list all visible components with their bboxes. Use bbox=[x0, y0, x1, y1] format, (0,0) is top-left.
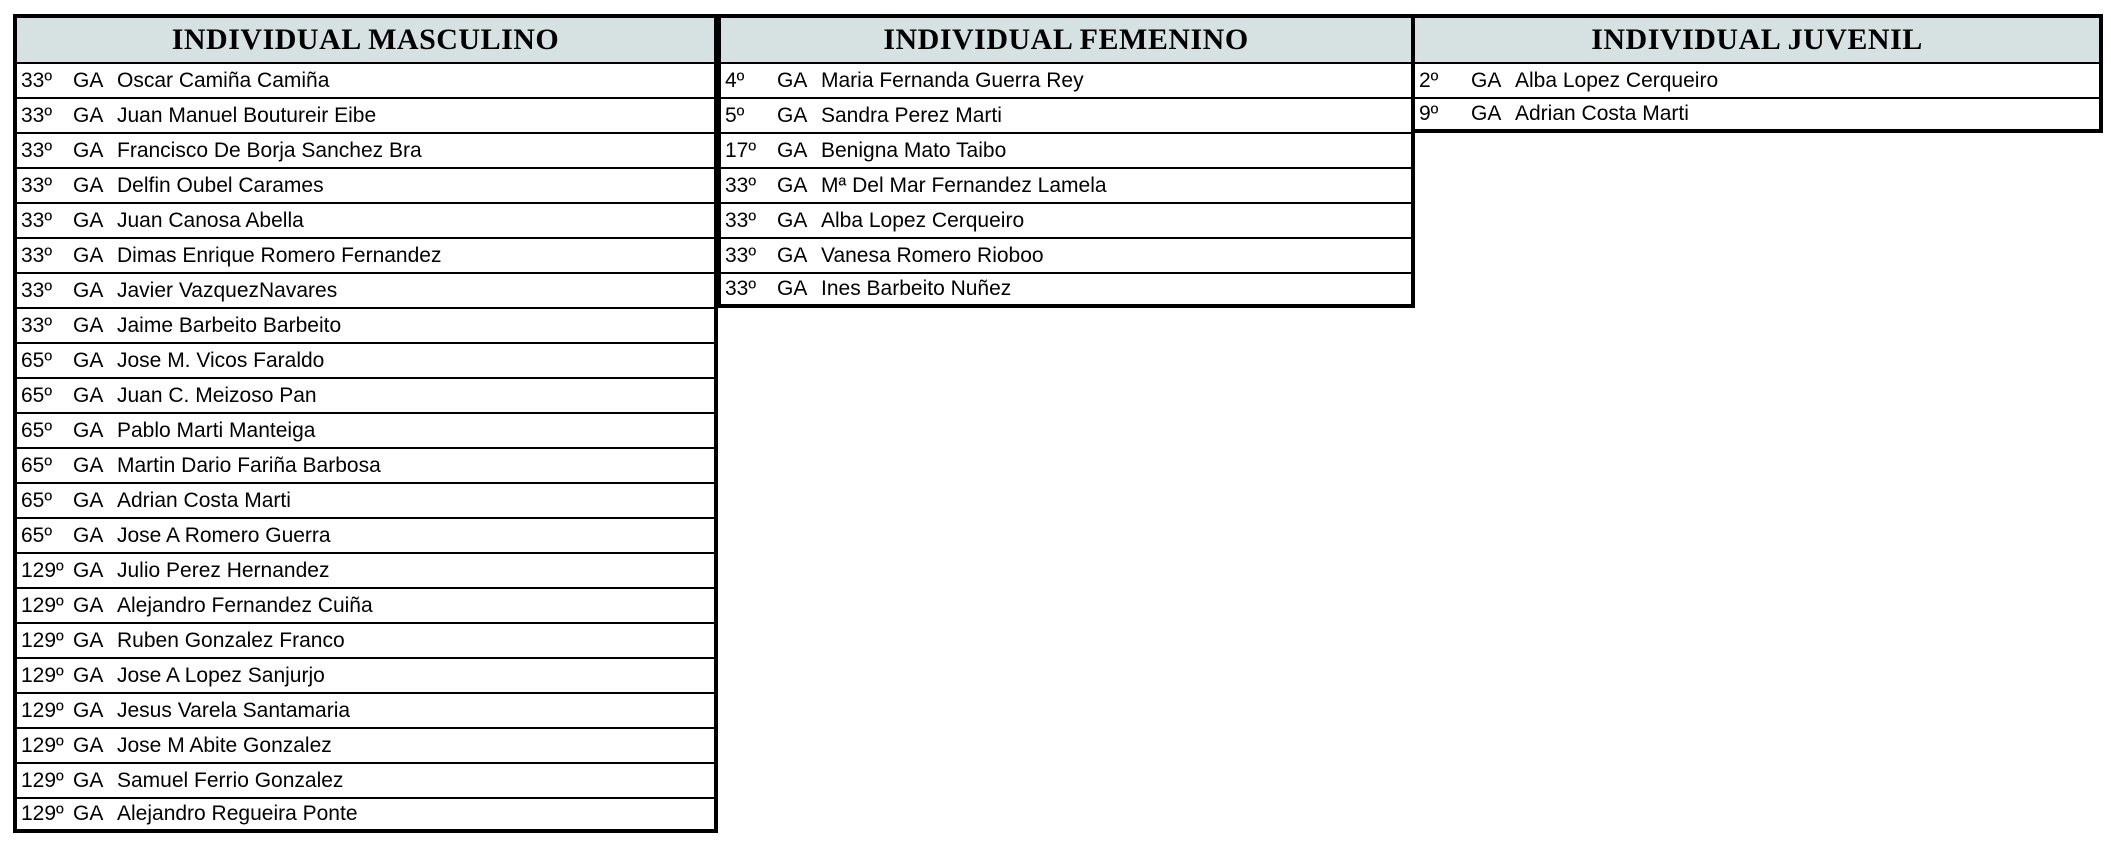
table-row bbox=[721, 274, 1411, 304]
rank-cell: 65º bbox=[21, 523, 53, 547]
table-individual-masculino bbox=[13, 14, 718, 833]
name-cell: Jesus Varela Santamaria bbox=[117, 698, 351, 722]
club-cell: GA bbox=[73, 68, 104, 92]
table-row bbox=[17, 379, 714, 414]
table-body bbox=[1415, 64, 2099, 129]
rank-cell: 129º bbox=[21, 558, 64, 582]
club-cell: GA bbox=[73, 628, 104, 652]
table-row bbox=[17, 449, 714, 484]
club-cell: GA bbox=[73, 558, 104, 582]
table-row bbox=[17, 519, 714, 554]
club-cell: GA bbox=[73, 138, 104, 162]
name-cell: Samuel Ferrio Gonzalez bbox=[117, 768, 344, 792]
table-body bbox=[721, 64, 1411, 304]
rank-cell: 65º bbox=[21, 348, 53, 372]
name-cell: Jose M Abite Gonzalez bbox=[117, 733, 332, 757]
name-cell: Sandra Perez Marti bbox=[821, 103, 1002, 127]
rank-cell: 33º bbox=[21, 208, 53, 232]
rank-cell: 33º bbox=[725, 277, 757, 300]
name-cell: Dimas Enrique Romero Fernandez bbox=[117, 243, 442, 267]
name-cell: Ines Barbeito Nuñez bbox=[821, 277, 1012, 300]
name-cell: Maria Fernanda Guerra Rey bbox=[821, 68, 1084, 92]
table-row bbox=[17, 764, 714, 799]
club-cell: GA bbox=[73, 593, 104, 617]
table-row bbox=[17, 659, 714, 694]
table-row bbox=[17, 729, 714, 764]
club-cell: GA bbox=[777, 173, 808, 197]
rank-cell: 129º bbox=[21, 628, 64, 652]
club-cell: GA bbox=[73, 243, 104, 267]
club-cell: GA bbox=[73, 453, 104, 477]
name-cell: Alejandro Fernandez Cuiña bbox=[117, 593, 373, 617]
name-cell: Benigna Mato Taibo bbox=[821, 138, 1007, 162]
name-cell: Pablo Marti Manteiga bbox=[117, 418, 316, 442]
table-row bbox=[17, 99, 714, 134]
rank-cell: 65º bbox=[21, 488, 53, 512]
name-cell: Delfin Oubel Carames bbox=[117, 173, 324, 197]
club-cell: GA bbox=[777, 103, 808, 127]
club-cell: GA bbox=[73, 383, 104, 407]
rank-cell: 129º bbox=[21, 768, 64, 792]
name-cell: Jose A Lopez Sanjurjo bbox=[117, 663, 325, 687]
club-cell: GA bbox=[73, 663, 104, 687]
club-cell: GA bbox=[73, 313, 104, 337]
table-individual-juvenil bbox=[1411, 14, 2103, 133]
table-row bbox=[17, 309, 714, 344]
rank-cell: 33º bbox=[21, 68, 53, 92]
name-cell: Alejandro Regueira Ponte bbox=[117, 802, 358, 825]
rank-cell: 33º bbox=[21, 173, 53, 197]
club-cell: GA bbox=[1471, 102, 1502, 125]
name-cell: Javier VazquezNavares bbox=[117, 278, 338, 302]
rank-cell: 129º bbox=[21, 663, 64, 687]
name-cell: Juan Canosa Abella bbox=[117, 208, 304, 232]
table-row bbox=[17, 204, 714, 239]
name-cell: Adrian Costa Marti bbox=[117, 488, 291, 512]
rank-cell: 33º bbox=[725, 243, 757, 267]
name-cell: Juan Manuel Boutureir Eibe bbox=[117, 103, 377, 127]
table-row bbox=[17, 134, 714, 169]
rank-cell: 17º bbox=[725, 138, 757, 162]
table-body bbox=[17, 64, 714, 829]
table-title: INDIVIDUAL JUVENIL bbox=[1415, 18, 2099, 64]
table-row bbox=[17, 589, 714, 624]
club-cell: GA bbox=[1471, 68, 1502, 92]
club-cell: GA bbox=[73, 208, 104, 232]
club-cell: GA bbox=[73, 698, 104, 722]
rank-cell: 65º bbox=[21, 453, 53, 477]
rank-cell: 5º bbox=[725, 103, 745, 127]
club-cell: GA bbox=[73, 733, 104, 757]
name-cell: Jose A Romero Guerra bbox=[117, 523, 331, 547]
name-cell: Alba Lopez Cerqueiro bbox=[821, 208, 1025, 232]
table-row bbox=[1415, 99, 2099, 129]
table-row bbox=[17, 64, 714, 99]
table-row bbox=[17, 799, 714, 829]
name-cell: Martin Dario Fariña Barbosa bbox=[117, 453, 381, 477]
table-row bbox=[17, 274, 714, 309]
rank-cell: 33º bbox=[725, 173, 757, 197]
table-row bbox=[17, 239, 714, 274]
club-cell: GA bbox=[73, 278, 104, 302]
club-cell: GA bbox=[777, 208, 808, 232]
table-title: INDIVIDUAL FEMENINO bbox=[721, 18, 1411, 64]
table-row bbox=[17, 554, 714, 589]
club-cell: GA bbox=[777, 277, 808, 300]
rank-cell: 33º bbox=[21, 103, 53, 127]
club-cell: GA bbox=[73, 418, 104, 442]
table-row bbox=[721, 99, 1411, 134]
name-cell: Mª Del Mar Fernandez Lamela bbox=[821, 173, 1107, 197]
table-row bbox=[721, 239, 1411, 274]
rank-cell: 33º bbox=[21, 243, 53, 267]
rank-cell: 33º bbox=[725, 208, 757, 232]
table-row bbox=[721, 204, 1411, 239]
club-cell: GA bbox=[73, 802, 104, 825]
club-cell: GA bbox=[73, 173, 104, 197]
club-cell: GA bbox=[73, 768, 104, 792]
club-cell: GA bbox=[73, 488, 104, 512]
club-cell: GA bbox=[777, 138, 808, 162]
table-row bbox=[17, 169, 714, 204]
table-row bbox=[17, 624, 714, 659]
rank-cell: 33º bbox=[21, 138, 53, 162]
name-cell: Adrian Costa Marti bbox=[1515, 102, 1689, 125]
club-cell: GA bbox=[73, 523, 104, 547]
club-cell: GA bbox=[777, 68, 808, 92]
rank-cell: 129º bbox=[21, 593, 64, 617]
name-cell: Oscar Camiña Camiña bbox=[117, 68, 330, 92]
table-row bbox=[17, 344, 714, 379]
table-row bbox=[721, 169, 1411, 204]
table-row bbox=[17, 414, 714, 449]
club-cell: GA bbox=[777, 243, 808, 267]
rank-cell: 129º bbox=[21, 698, 64, 722]
club-cell: GA bbox=[73, 348, 104, 372]
name-cell: Juan C. Meizoso Pan bbox=[117, 383, 317, 407]
table-row bbox=[721, 64, 1411, 99]
table-row bbox=[17, 694, 714, 729]
name-cell: Jaime Barbeito Barbeito bbox=[117, 313, 342, 337]
rank-cell: 33º bbox=[21, 278, 53, 302]
rank-cell: 4º bbox=[725, 68, 745, 92]
name-cell: Vanesa Romero Rioboo bbox=[821, 243, 1044, 267]
table-individual-femenino bbox=[717, 14, 1415, 308]
rank-cell: 129º bbox=[21, 802, 64, 825]
rank-cell: 2º bbox=[1419, 68, 1439, 92]
name-cell: Jose M. Vicos Faraldo bbox=[117, 348, 325, 372]
name-cell: Francisco De Borja Sanchez Bra bbox=[117, 138, 422, 162]
club-cell: GA bbox=[73, 103, 104, 127]
table-row bbox=[1415, 64, 2099, 99]
rank-cell: 129º bbox=[21, 733, 64, 757]
rank-cell: 9º bbox=[1419, 102, 1439, 125]
name-cell: Ruben Gonzalez Franco bbox=[117, 628, 345, 652]
name-cell: Alba Lopez Cerqueiro bbox=[1515, 68, 1719, 92]
table-title: INDIVIDUAL MASCULINO bbox=[17, 18, 714, 64]
table-row bbox=[721, 134, 1411, 169]
rank-cell: 65º bbox=[21, 383, 53, 407]
table-row bbox=[17, 484, 714, 519]
rank-cell: 33º bbox=[21, 313, 53, 337]
rank-cell: 65º bbox=[21, 418, 53, 442]
name-cell: Julio Perez Hernandez bbox=[117, 558, 330, 582]
